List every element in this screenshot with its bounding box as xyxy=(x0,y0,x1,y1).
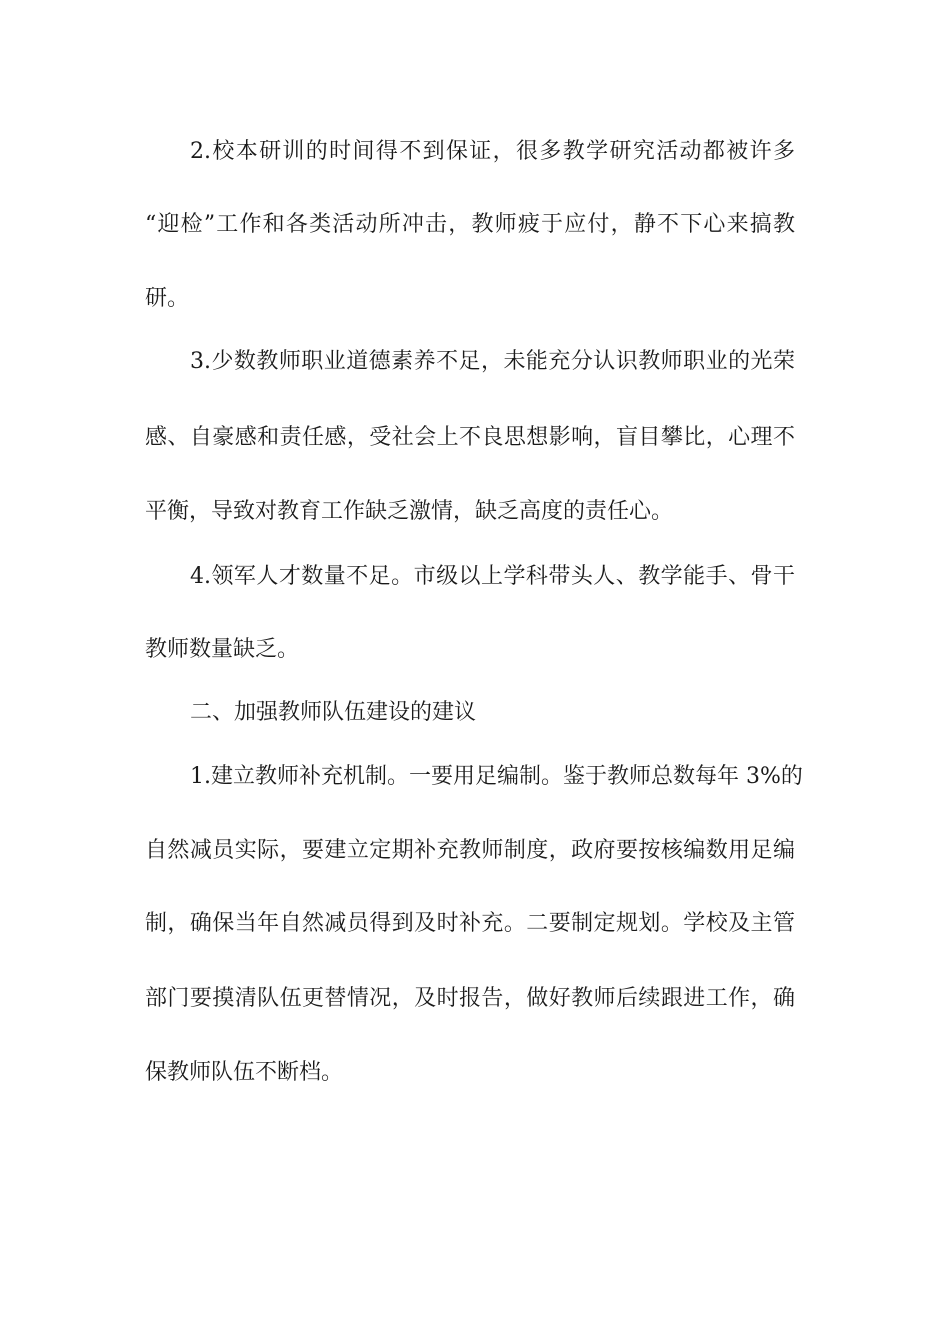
paragraph-5-line-3: 制，确保当年自然减员得到及时补充。二要制定规划。学校及主管 xyxy=(145,911,795,936)
paragraph-2-line-2: 感、自豪感和责任感，受社会上不良思想影响，盲目攀比，心理不 xyxy=(145,425,795,450)
paragraph-3-line-2: 教师数量缺乏。 xyxy=(145,637,300,662)
paragraph-5-line-5: 保教师队伍不断档。 xyxy=(145,1060,344,1085)
paragraph-1-line-2: “迎检”工作和各类活动所冲击，教师疲于应付，静不下心来搞教 xyxy=(145,212,795,237)
paragraph-1-line-3: 研。 xyxy=(145,286,190,311)
paragraph-5-line-4: 部门要摸清队伍更替情况，及时报告，做好教师后续跟进工作，确 xyxy=(145,986,795,1011)
paragraph-5-line-1: 1.建立教师补充机制。一要用足编制。鉴于教师总数每年 3%的 xyxy=(190,764,803,789)
paragraph-5-line-2: 自然减员实际，要建立定期补充教师制度，政府要按核编数用足编 xyxy=(145,838,795,863)
paragraph-3-line-1: 4.领军人才数量不足。市级以上学科带头人、教学能手、骨干 xyxy=(190,564,795,589)
paragraph-2-line-1: 3.少数教师职业道德素养不足，未能充分认识教师职业的光荣 xyxy=(190,349,795,374)
paragraph-2-line-3: 平衡，导致对教育工作缺乏激情，缺乏高度的责任心。 xyxy=(145,499,674,524)
paragraph-1-line-1: 2.校本研训的时间得不到保证，很多教学研究活动都被许多 xyxy=(190,139,795,164)
section-heading: 二、加强教师队伍建设的建议 xyxy=(190,700,477,725)
